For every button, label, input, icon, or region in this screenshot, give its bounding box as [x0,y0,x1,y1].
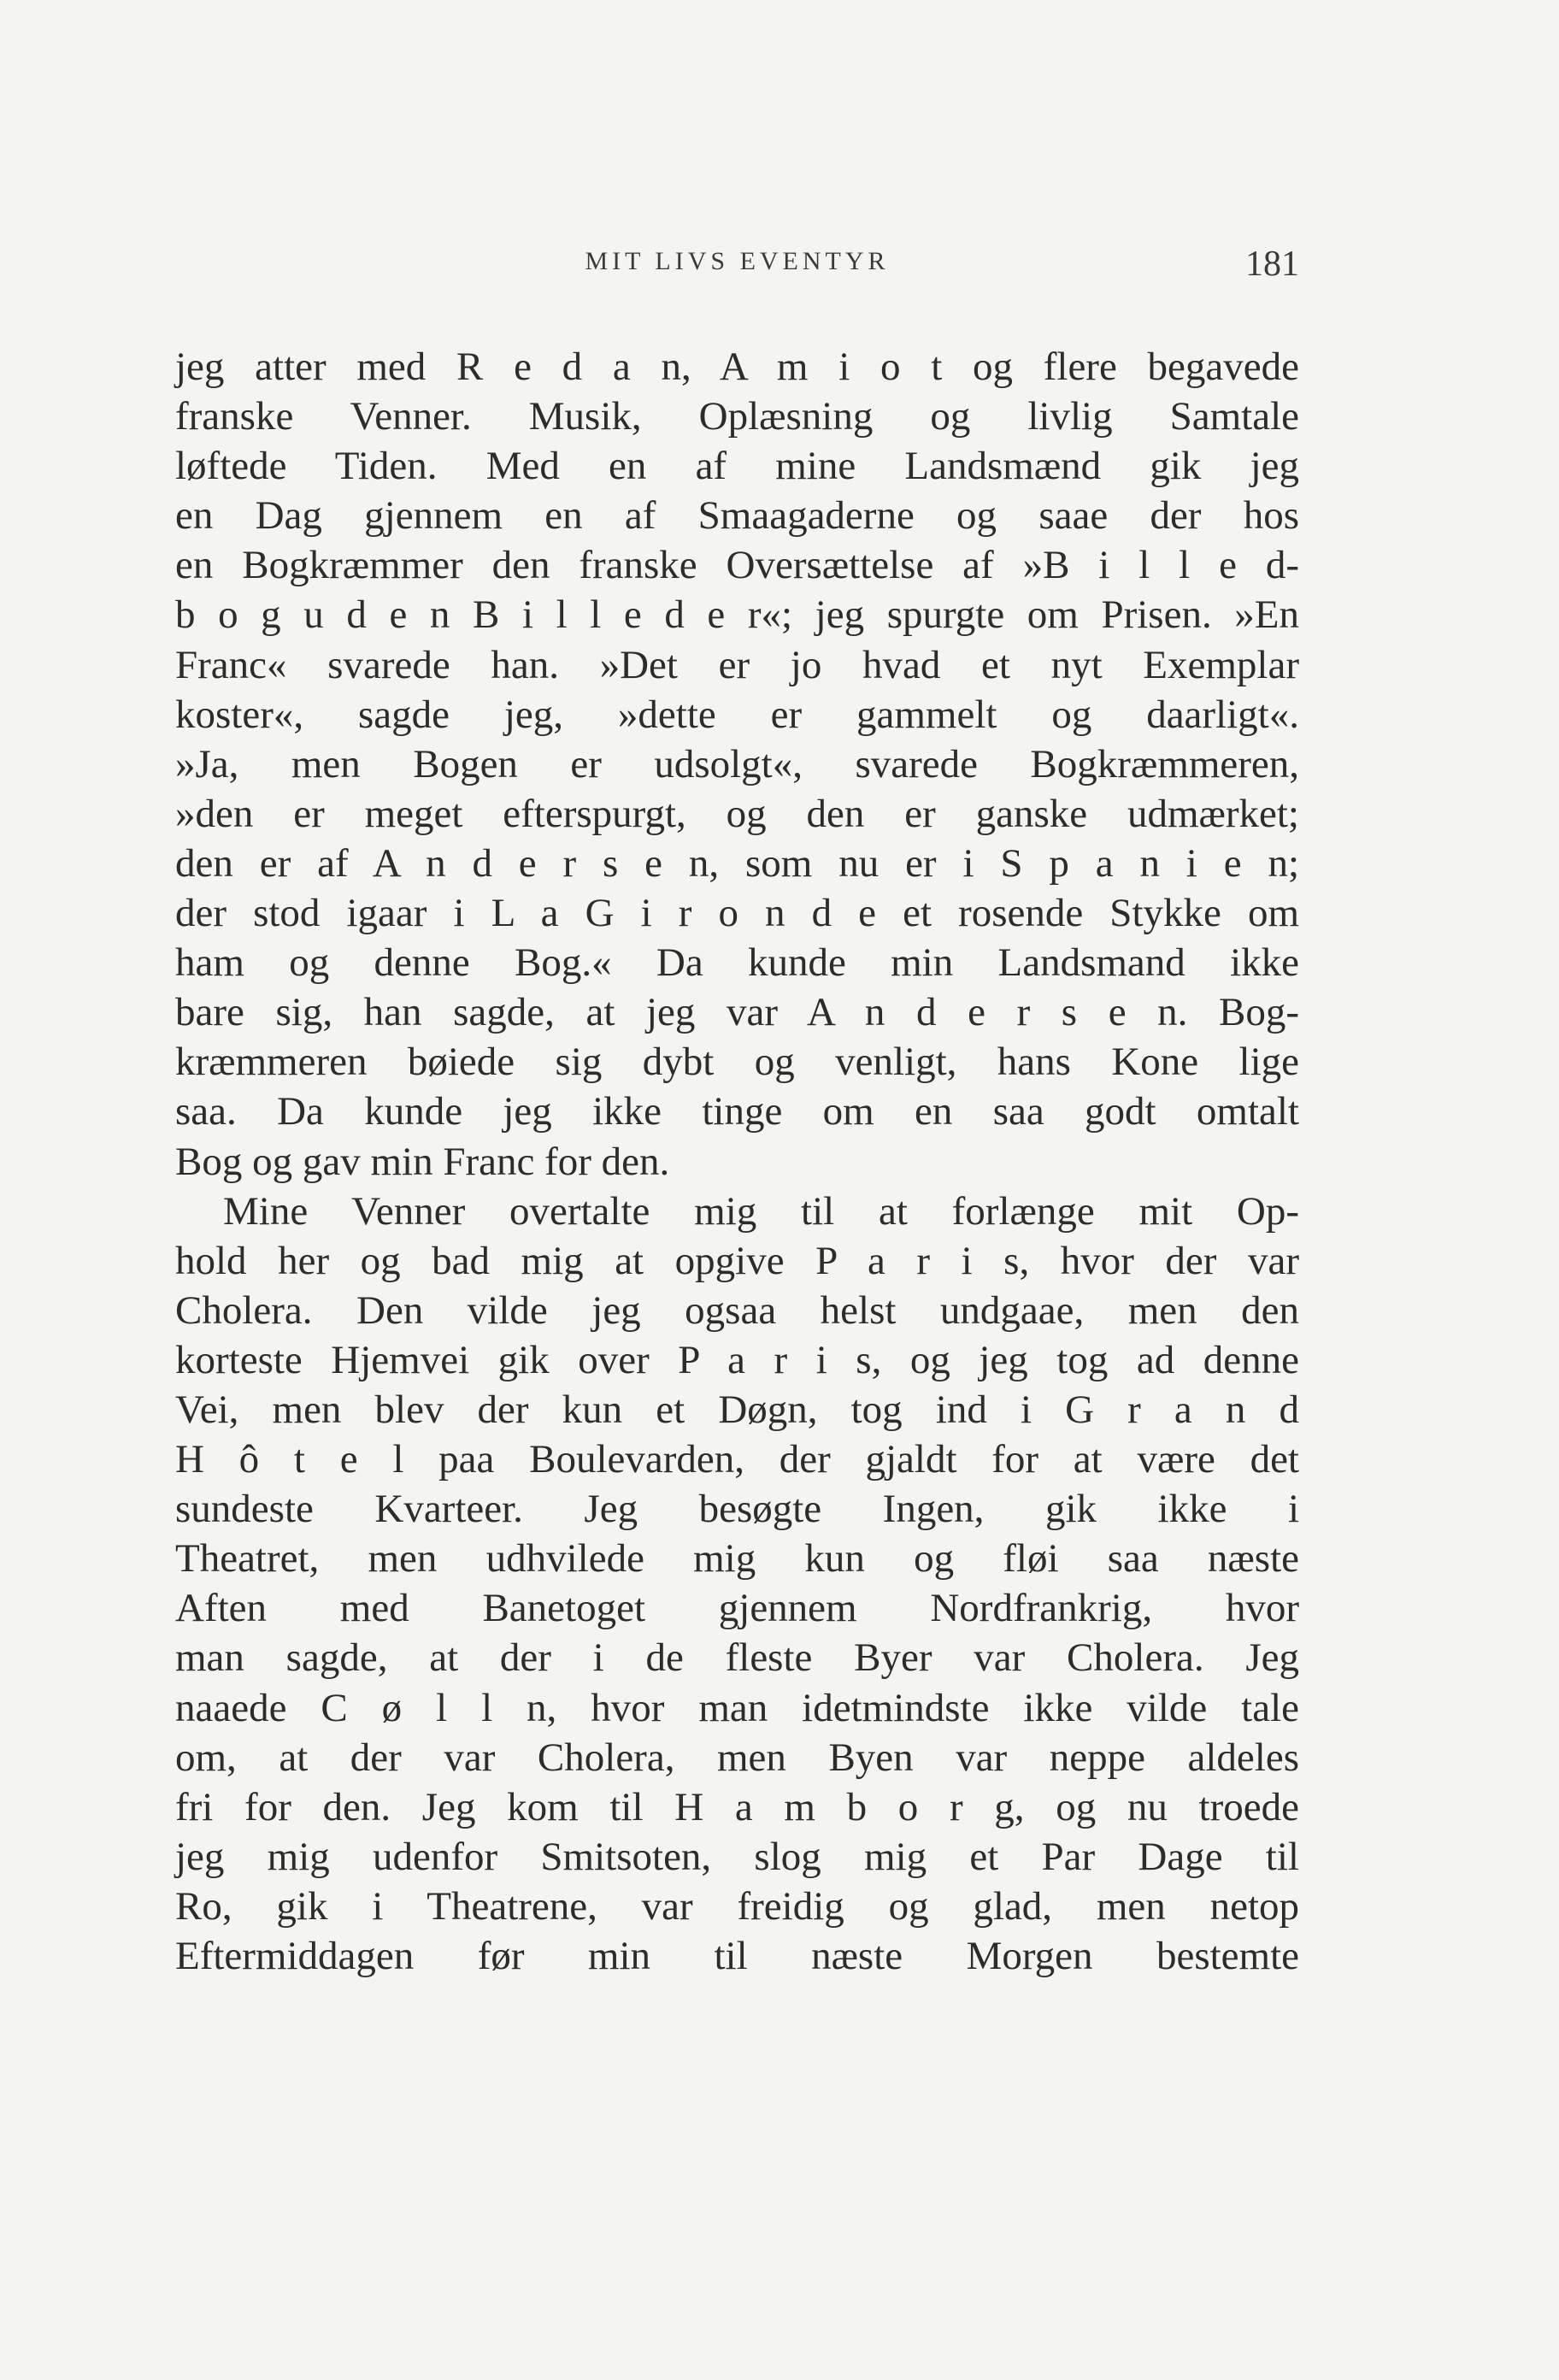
text-line: der stod igaar i L a G i r o n d e et rosende Stykke om [175,891,1299,936]
text-line: saa. Da kunde jeg ikke tinge om en saa godt omtalt [175,1089,1299,1134]
text-line: jeg atter med R e d a n, A m i o t og flere begavede [175,345,1299,389]
text-line: om, at der var Cholera, men Byen var neppe aldeles [175,1735,1299,1780]
text-line: hold her og bad mig at opgive P a r i s, hvor der var [175,1238,1299,1283]
text-line: Vei, men blev der kun et Døgn, tog ind i G r a n d [175,1387,1299,1432]
text-line: løftede Tiden. Med en af mine Landsmænd gik jeg [175,444,1299,489]
text-line: H ô t e l paa Boulevarden, der gjaldt for at være det [175,1437,1299,1482]
text-line: ham og denne Bog.« Da kunde min Landsmand ikke [175,940,1299,986]
text-line: Franc« svarede han. »Det er jo hvad et nyt Exemplar [175,642,1299,687]
text-line: koster«, sagde jeg, »dette er gammelt og daarligt«. [175,692,1299,737]
text-line: naaede C ø l l n, hvor man idetmindste ikke vilde tale [175,1685,1299,1730]
text-line: fri for den. Jeg kom til H a m b o r g, og nu troede [175,1784,1299,1829]
text-line: jeg mig udenfor Smitsoten, slog mig et Par Dage til [175,1834,1299,1879]
text-line: Ro, gik i Theatrene, var freidig og glad, men netop [175,1883,1299,1929]
text-line: sundeste Kvarteer. Jeg besøgte Ingen, gik ikke i [175,1487,1299,1532]
text-line: franske Venner. Musik, Oplæsning og livlig Samtale [175,394,1299,439]
body-text [175,342,1299,1981]
text-line: den er af A n d e r s e n, som nu er i S p a n i e n; [175,840,1299,886]
text-line: Theatret, men udhvilede mig kun og fløi saa næste [175,1536,1299,1582]
running-title: MIT LIVS EVENTYR [585,247,890,275]
text-line: »den er meget efterspurgt, og den er ganske udmærket; [175,791,1299,836]
page-number: 181 [1245,244,1299,284]
text-line: Eftermiddagen før min til næste Morgen bestemte [175,1934,1299,1978]
text-line: bare sig, han sagde, at jeg var A n d e r s e n. Bog- [175,990,1299,1035]
text-line: kræmmeren bøiede sig dybt og venligt, hans Kone lige [175,1040,1299,1085]
text-line: man sagde, at der i de fleste Byer var Cholera. Jeg [175,1635,1299,1681]
text-line: en Bogkræmmer den franske Oversættelse af »B i l l e d- [175,543,1299,588]
text-line: Aften med Banetoget gjennem Nordfrankrig, hvor [175,1586,1299,1631]
text-line: »Ja, men Bogen er udsolgt«, svarede Bogkræmmeren, [175,741,1299,786]
text-line: en Dag gjennem en af Smaagaderne og saae der hos [175,493,1299,539]
text-line: Bog og gav min Franc for den. [175,1139,670,1184]
text-line: Mine Venner overtalte mig til at forlænge mit Op- [223,1188,1299,1234]
text-line: korteste Hjemvei gik over P a r i s, og jeg tog ad denne [175,1337,1299,1382]
text-line: b o g u d e n B i l l e d e r«; jeg spurgte om Prisen. »En [175,592,1299,638]
running-head [175,244,1299,286]
text-line: Cholera. Den vilde jeg ogsaa helst undgaae, men den [175,1287,1299,1333]
